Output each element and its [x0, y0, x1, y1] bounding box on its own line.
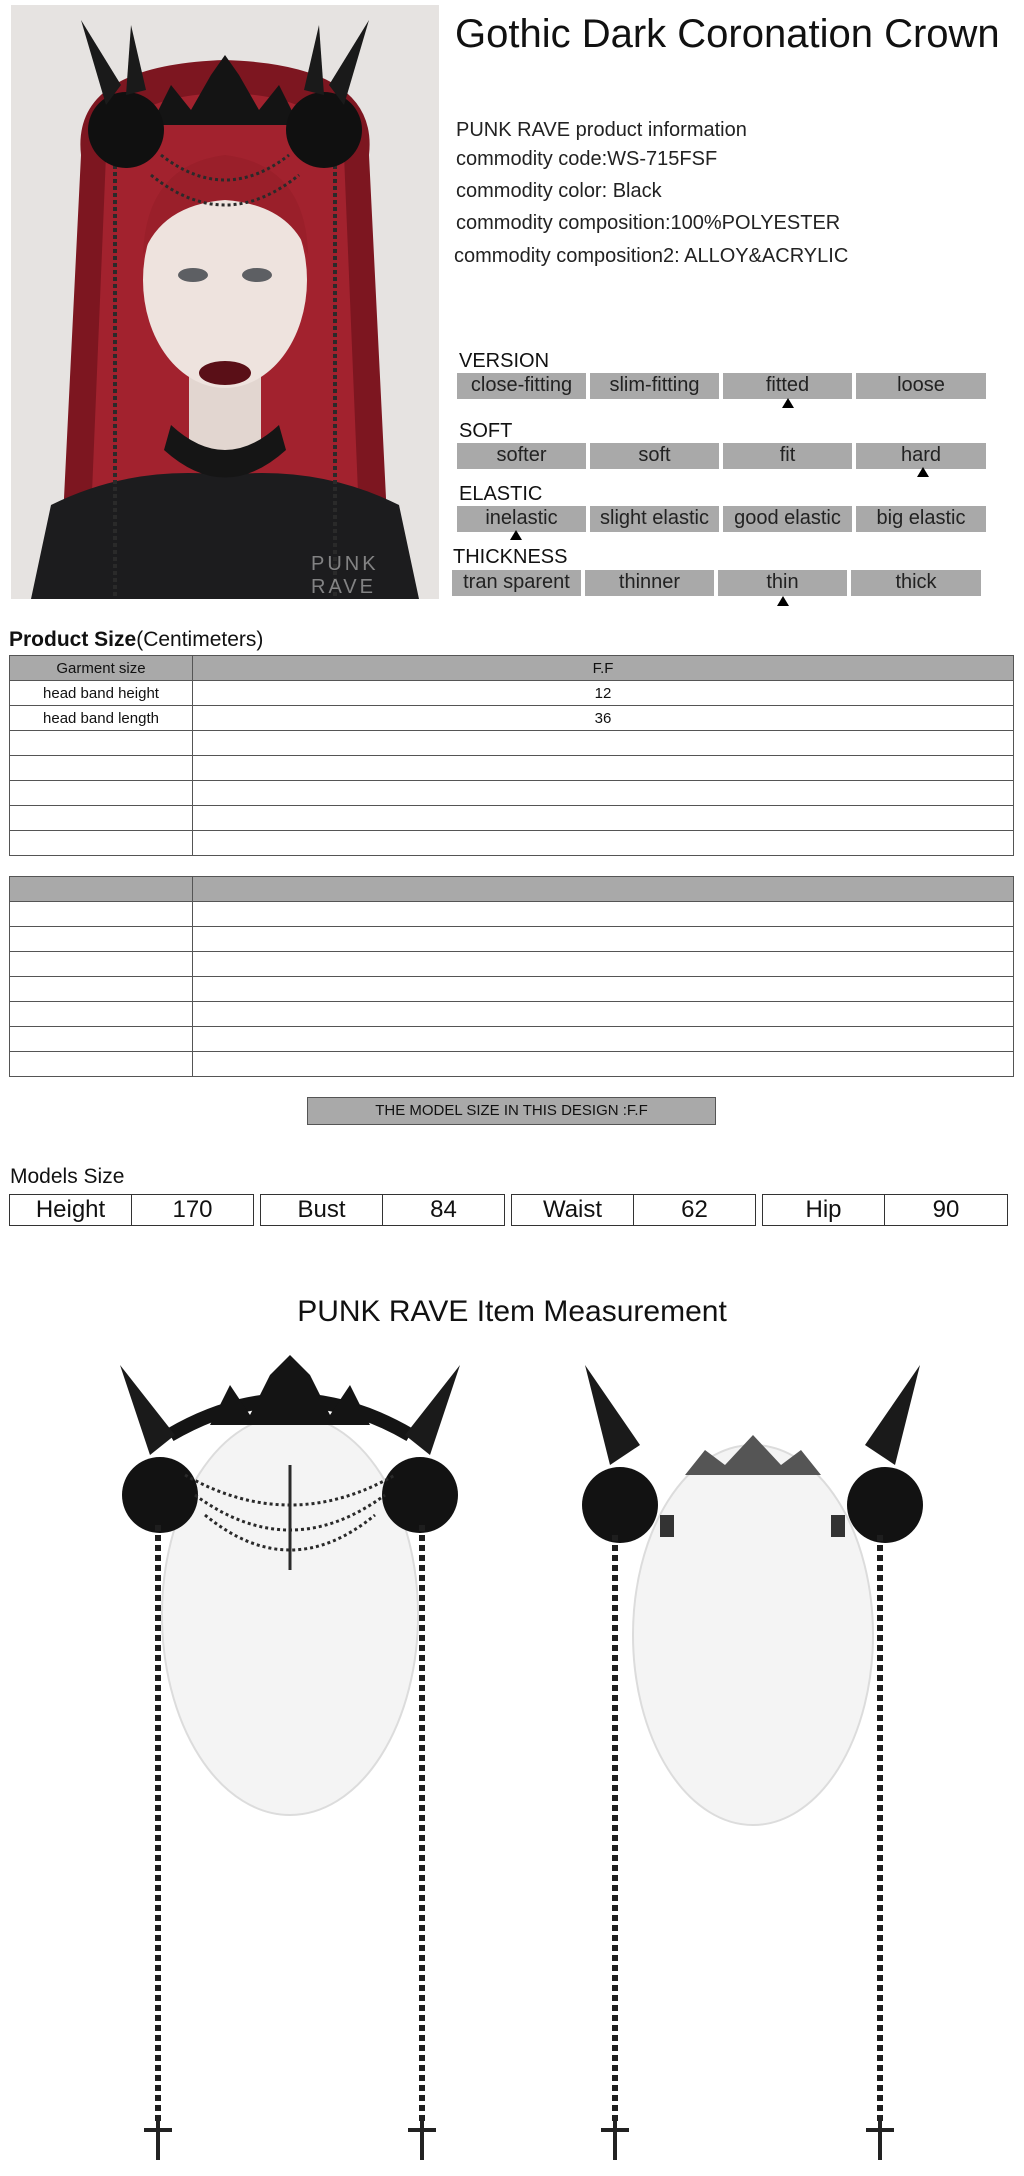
commodity-composition2	[454, 245, 848, 268]
table-cell	[193, 806, 1014, 831]
scale-elastic-option: big elastic	[856, 506, 986, 532]
table-cell	[10, 831, 193, 856]
scale-version-option: loose	[856, 373, 986, 399]
commodity-color-value: Black	[612, 180, 662, 202]
table-row	[10, 831, 1014, 856]
table-cell	[193, 1027, 1014, 1052]
model-measure-label: Waist	[511, 1194, 634, 1226]
commodity-code-label: commodity code:	[456, 148, 608, 170]
table-row	[10, 952, 1014, 977]
commodity-composition-label: commodity composition:	[456, 212, 671, 234]
table-cell	[10, 1002, 193, 1027]
table-cell	[10, 902, 193, 927]
scale-elastic-option: inelastic	[457, 506, 586, 532]
scale-version-option: slim-fitting	[590, 373, 719, 399]
table-cell	[10, 1027, 193, 1052]
secondary-size-table	[9, 876, 1014, 1077]
model-measure-value: 90	[885, 1194, 1008, 1226]
scale-version-option: close-fitting	[457, 373, 586, 399]
table-row	[10, 977, 1014, 1002]
table-cell: head band length	[10, 706, 193, 731]
table-cell	[10, 927, 193, 952]
crown-back-view	[565, 1345, 940, 2165]
table-cell	[193, 781, 1014, 806]
scale-elastic-option: good elastic	[723, 506, 852, 532]
table-header-row	[10, 877, 1014, 902]
measurement-heading: PUNK RAVE Item Measurement	[297, 1295, 727, 1328]
scale-elastic-label: ELASTIC	[459, 483, 543, 505]
scale-version-marker	[782, 398, 794, 408]
scale-soft-option: softer	[457, 443, 586, 469]
table-header-cell	[193, 877, 1014, 902]
table-row	[10, 781, 1014, 806]
table-cell	[193, 831, 1014, 856]
crown-front-illustration	[100, 1345, 480, 2165]
product-photo	[11, 5, 439, 599]
model-measure-value: 62	[634, 1194, 756, 1226]
table-header-cell	[10, 877, 193, 902]
scale-thickness	[452, 570, 985, 596]
table-cell: head band height	[10, 681, 193, 706]
model-measure-label: Hip	[762, 1194, 885, 1226]
commodity-color	[456, 180, 662, 203]
table-cell	[10, 952, 193, 977]
model-size-note: THE MODEL SIZE IN THIS DESIGN :F.F	[307, 1097, 716, 1125]
table-row	[10, 756, 1014, 781]
table-row	[10, 927, 1014, 952]
table-row	[10, 1002, 1014, 1027]
scale-thickness-option: thick	[851, 570, 981, 596]
table-cell	[10, 781, 193, 806]
table-header-row	[10, 656, 1014, 681]
model-measure-value: 170	[132, 1194, 254, 1226]
scale-version	[457, 373, 990, 399]
table-row	[10, 806, 1014, 831]
table-cell	[10, 756, 193, 781]
commodity-color-label: commodity color:	[456, 180, 608, 202]
model-measure-label: Height	[9, 1194, 132, 1226]
scale-thickness-option: thinner	[585, 570, 714, 596]
commodity-composition2-value: ALLOY&ACRYLIC	[684, 245, 849, 267]
commodity-composition2-label: commodity composition2:	[454, 245, 680, 267]
scale-soft-option: soft	[590, 443, 719, 469]
scale-elastic	[457, 506, 990, 532]
scale-thickness-label: THICKNESS	[453, 546, 568, 568]
crown-front-view	[100, 1345, 480, 2165]
scale-version-label: VERSION	[459, 350, 550, 372]
scale-thickness-option: thin	[718, 570, 847, 596]
table-cell	[193, 731, 1014, 756]
table-cell	[10, 806, 193, 831]
scale-thickness-marker	[777, 596, 789, 606]
commodity-composition-value: 100%POLYESTER	[670, 212, 841, 234]
commodity-code-value: WS-715FSF	[607, 148, 718, 170]
commodity-code	[456, 148, 717, 171]
scale-thickness-option: tran sparent	[452, 570, 581, 596]
models-size-heading: Models Size	[10, 1165, 125, 1188]
scale-version-option: fitted	[723, 373, 852, 399]
product-size-unit: (Centimeters)	[136, 628, 264, 651]
table-row	[10, 1027, 1014, 1052]
crown-back-illustration	[565, 1345, 940, 2165]
model-illustration	[11, 5, 439, 599]
scale-soft-marker	[917, 467, 929, 477]
table-row	[10, 1052, 1014, 1077]
scale-soft-option: hard	[856, 443, 986, 469]
table-row	[10, 902, 1014, 927]
scale-elastic-option: slight elastic	[590, 506, 719, 532]
table-cell	[193, 977, 1014, 1002]
table-cell	[193, 756, 1014, 781]
scale-soft-label: SOFT	[459, 420, 513, 442]
scale-elastic-marker	[510, 530, 522, 540]
product-size-heading	[9, 628, 263, 652]
models-size-row	[9, 1194, 1015, 1226]
info-heading: PUNK RAVE product information	[456, 119, 747, 141]
table-cell	[10, 731, 193, 756]
table-cell	[193, 902, 1014, 927]
table-cell	[193, 1052, 1014, 1077]
product-size-table	[9, 655, 1014, 856]
product-size-title: Product Size	[9, 628, 137, 651]
table-header-cell: Garment size	[10, 656, 193, 681]
table-cell: 12	[193, 681, 1014, 706]
commodity-composition	[456, 212, 840, 235]
scale-soft	[457, 443, 990, 469]
product-title: Gothic Dark Coronation Crown	[455, 12, 1000, 56]
table-row	[10, 681, 1014, 706]
table-cell	[10, 1052, 193, 1077]
table-row	[10, 731, 1014, 756]
table-cell	[193, 927, 1014, 952]
table-header-cell: F.F	[193, 656, 1014, 681]
table-cell: 36	[193, 706, 1014, 731]
table-cell	[193, 1002, 1014, 1027]
table-cell	[10, 977, 193, 1002]
model-measure-value: 84	[383, 1194, 505, 1226]
table-row	[10, 706, 1014, 731]
watermark: PUNK RAVE	[311, 553, 379, 598]
scale-soft-option: fit	[723, 443, 852, 469]
table-cell	[193, 952, 1014, 977]
model-measure-label: Bust	[260, 1194, 383, 1226]
